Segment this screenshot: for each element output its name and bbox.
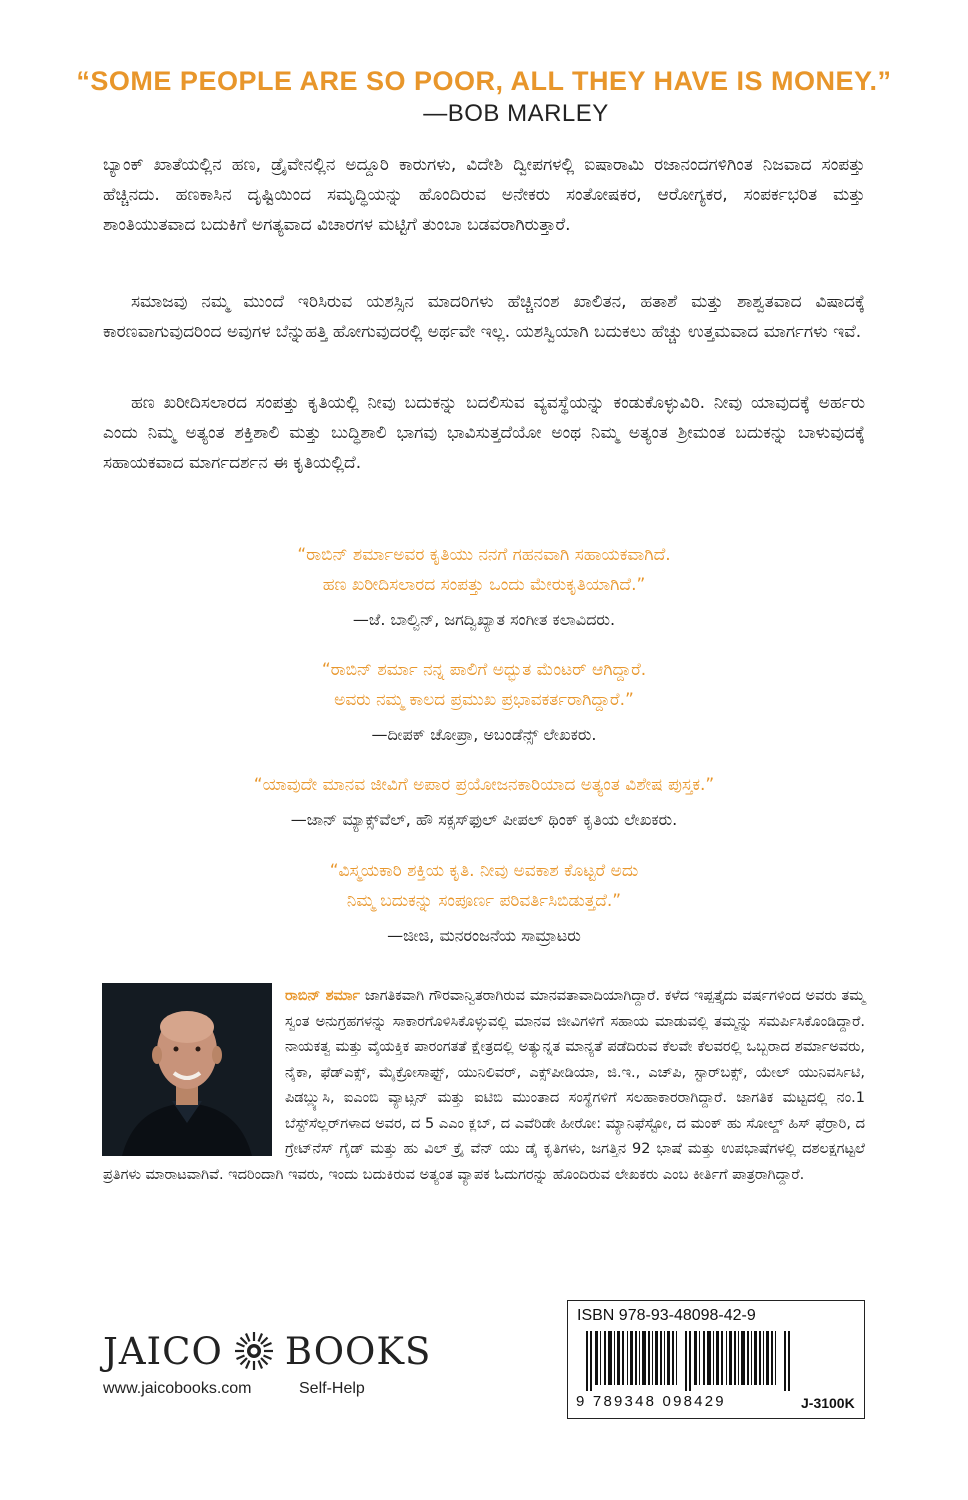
endorsement-quote: “ಯಾವುದೇ ಮಾನವ ಜೀವಿಗೆ ಅಪಾರ ಪ್ರಯೋಜನಕಾರಿಯಾದ ಅತ್ಯಂತ ವಿಶೇಷ ಪುಸ್ತಕ.” — [253, 775, 715, 795]
publisher-name-left: JAICO — [103, 1329, 223, 1373]
barcode-panel — [567, 1300, 865, 1419]
author-name: ರಾಬಿನ್ ಶರ್ಮಾ — [285, 988, 360, 1004]
endorsement-quote: “ವಿಸ್ಮಯಕಾರಿ ಶಕ್ತಿಯ ಕೃತಿ. ನೀವು ಅವಕಾಶ ಕೊಟ್ಟರೆ ಅದು ನಿಮ್ಮ ಬದುಕನ್ನು ಸಂಪೂರ್ಣ ಪರಿವರ್ತಿಸಿಬಿಡುತ್ತದೆ.” — [329, 861, 639, 911]
endorsement-source: —ದೀಪಕ್ ಚೋಪ್ರಾ, ಅಬಂಡೆನ್ಸ್ ಲೇಖಕರು. — [371, 725, 597, 744]
headline-attribution: —BOB MARLEY — [423, 100, 609, 127]
endorsement-3 — [0, 770, 968, 834]
author-bio — [103, 984, 865, 1188]
blurb-paragraph-1: ಬ್ಯಾಂಕ್ ಖಾತೆಯಲ್ಲಿನ ಹಣ, ಡ್ರೈವೇನಲ್ಲಿನ ಅದ್ದೂರಿ ಕಾರುಗಳು, ವಿದೇಶಿ ದ್ವೀಪಗಳಲ್ಲಿ ಐಷಾರಾಮಿ ರಜಾನಂದಗಳಿಗಿಂತ ನಿಜವಾದ ಸಂಪತ್ತು ಹೆಚ್ಚಿನದು. ಹಣಕಾಸಿನ ದೃಷ್ಟಿಯಿಂದ ಸಮೃದ್ಧಿಯನ್ನು ಹೊಂದಿರುವ ಅನೇಕರು ಸಂತೋಷಕರ, ಆರೋಗ್ಯಕರ, ಸಂಪರ್ಕಭರಿತ ಮತ್ತು ಶಾಂತಿಯುತವಾದ ಬದುಕಿಗೆ ಅಗತ್ಯವಾದ ವಿಚಾರಗಳ ಮಟ್ಟಿಗೆ ತುಂಬಾ ಬಡವರಾಗಿರುತ್ತಾರೆ. — [103, 155, 865, 235]
blurb-paragraph-2: ಸಮಾಜವು ನಮ್ಮ ಮುಂದೆ ಇರಿಸಿರುವ ಯಶಸ್ಸಿನ ಮಾದರಿಗಳು ಹೆಚ್ಚಿನಂಶ ಖಾಲಿತನ, ಹತಾಶೆ ಮತ್ತು ಶಾಶ್ವತವಾದ ವಿಷಾದಕ್ಕೆ ಕಾರಣವಾಗುವುದರಿಂದ ಅವುಗಳ ಬೆನ್ನುಹತ್ತಿ ಹೋಗುವುದರಲ್ಲಿ ಅರ್ಥವೇ ಇಲ್ಲ. ಯಶಸ್ವಿಯಾಗಿ ಬದುಕಲು ಹೆಚ್ಚು ಉತ್ತಮವಾದ ಮಾರ್ಗಗಳು ಇವೆ. — [103, 292, 865, 342]
endorsement-source: —ಜಾನ್ ಮ್ಯಾಕ್ಸ್‌ವೆಲ್, ಹೌ ಸಕ್ಸಸ್‌ಫುಲ್ ಪೀಪಲ್ ಥಿಂಕ್ ಕೃತಿಯ ಲೇಖಕರು. — [290, 810, 678, 829]
endorsement-source: —ಜೆ. ಬಾಲ್ವಿನ್, ಜಗದ್ವಿಖ್ಯಾತ ಸಂಗೀತ ಕಲಾವಿದರು. — [352, 610, 616, 629]
author-bio-text: ಜಾಗತಿಕವಾಗಿ ಗೌರವಾನ್ವಿತರಾಗಿರುವ ಮಾನವತಾವಾದಿಯಾಗಿದ್ದಾರೆ. ಕಳೆದ ಇಪ್ಪತ್ತೈದು ವರ್ಷಗಳಿಂದ ಅವರು ತಮ್ಮ ಸ್ವಂತ ಅನುಗ್ರಹಗಳನ್ನು ಸಾಕಾರಗೊಳಿಸಿಕೊಳ್ಳುವಲ್ಲಿ ಮಾನವ ಜೀವಿಗಳಿಗೆ ಸಹಾಯ ಮಾಡುವಲ್ಲಿ ತಮ್ಮನ್ನು ಸಮರ್ಪಿಸಿಕೊಂಡಿದ್ದಾರೆ. ನಾಯಕತ್ವ ಮತ್ತು ವೈಯಕ್ತಿಕ ಪಾರಂಗತತೆ ಕ್ಷೇತ್ರದಲ್ಲಿ ಅತ್ಯುನ್ನತ ಮಾನ್ಯತೆ ಪಡೆದಿರುವ ಕೆಲವೇ ಕೆಲವರಲ್ಲಿ ಒಬ್ಬರಾದ ಶರ್ಮಾಅವರು, ನೈಕಾ, ಫೆಡ್‌ಎಕ್ಸ್, ಮೈಕ್ರೋಸಾಫ್ಟ್, ಯುನಿಲಿವರ್, ಎಕ್ಸ್‌ಪೀಡಿಯಾ, ಜಿ.ಇ., ಎಚ್‌ಪಿ, ಸ್ಟಾರ್‌ಬಕ್ಸ್, ಯೇಲ್ ಯುನಿವರ್ಸಿಟಿ, ಪಿಡಬ್ಲ್ಯುಸಿ, ಐಎಂಬಿ ವ್ಯಾಟ್ಸನ್ ಮತ್ತು ಐಟಿಬಿ ಮುಂತಾದ ಸಂಸ್ಥೆಗಳಿಗೆ ಸಲಹಾಕಾರರಾಗಿದ್ದಾರೆ. ಜಾಗತಿಕ ಮಟ್ಟದಲ್ಲಿ ನಂ.1 ಬೆಸ್ಟ್‌ಸೆಲ್ಲರ್‌ಗಳಾದ ಅವರ, ದ 5 ಎಎಂ ಕ್ಲಬ್, ದ ಎವೆರಿಡೇ ಹೀರೋ: ಮ್ಯಾನಿಫೆಸ್ಟೋ, ದ ಮಂಕ್ ಹು ಸೋಲ್ಡ್ ಹಿಸ್ ಫೆರ್ರಾರಿ, ದ ಗ್ರೇಟ್‌ನೆಸ್ ಗೈಡ್ ಮತ್ತು ಹು ವಿಲ್ ಕ್ರೈ ವೆನ್ ಯು ಡೈ ಕೃತಿಗಳು, ಜಗತ್ತಿನ 92 ಭಾಷೆ ಮತ್ತು ಉಪಭಾಷೆಗಳಲ್ಲಿ ದಶಲಕ್ಷಗಟ್ಟಲೆ ಪ್ರತಿಗಳು ಮಾರಾಟವಾಗಿವೆ. ಇದರಿಂದಾಗಿ ಇವರು, ಇಂದು ಬದುಕಿರುವ ಅತ್ಯಂತ ವ್ಯಾಪಕ ಓದುಗರನ್ನು ಹೊಂದಿರುವ ಲೇಖಕರು ಎಂಬ ಕೀರ್ತಿಗೆ ಪಾತ್ರರಾಗಿದ್ದಾರೆ. — [103, 988, 865, 1183]
sun-emblem-icon — [233, 1330, 275, 1372]
genre-label: Self-Help — [299, 1380, 365, 1397]
product-code: J-3100K — [801, 1395, 855, 1411]
barcode-graphic — [586, 1331, 791, 1391]
endorsement-1 — [0, 540, 968, 634]
headline-quote: “SOME PEOPLE ARE SO POOR, ALL THEY HAVE IS MONEY.” — [76, 66, 892, 96]
publisher-url: www.jaicobooks.com — [103, 1380, 252, 1397]
endorsement-quote: “ರಾಬಿನ್ ಶರ್ಮಾ ನನ್ನ ಪಾಲಿಗೆ ಅದ್ಭುತ ಮೆಂಟರ್ ಆಗಿದ್ದಾರೆ. ಅವರು ನಮ್ಮ ಕಾಲದ ಪ್ರಮುಖ ಪ್ರಭಾವಕರ್ತರಾಗಿದ್ದಾರೆ.” — [321, 660, 647, 710]
endorsement-quote: “ರಾಬಿನ್ ಶರ್ಮಾಅವರ ಕೃತಿಯು ನನಗೆ ಗಹನವಾಗಿ ಸಹಾಯಕವಾಗಿದೆ. ಹಣ ಖರೀದಿಸಲಾರದ ಸಂಪತ್ತು ಒಂದು ಮೇರುಕೃತಿಯಾಗಿದೆ.” — [297, 545, 671, 595]
bio-photo-spacer — [103, 984, 285, 1154]
blurb-paragraph-3: ಹಣ ಖರೀದಿಸಲಾರದ ಸಂಪತ್ತು ಕೃತಿಯಲ್ಲಿ ನೀವು ಬದುಕನ್ನು ಬದಲಿಸುವ ವ್ಯವಸ್ಥೆಯನ್ನು ಕಂಡುಕೊಳ್ಳುವಿರಿ. ನೀವು ಯಾವುದಕ್ಕೆ ಅರ್ಹರು ಎಂದು ನಿಮ್ಮ ಅತ್ಯಂತ ಶಕ್ತಿಶಾಲಿ ಮತ್ತು ಬುದ್ಧಿಶಾಲಿ ಭಾಗವು ಭಾವಿಸುತ್ತದೆಯೋ ಅಂಥ ನಿಮ್ಮ ಅತ್ಯಂತ ಶ್ರೀಮಂತ ಬದುಕನ್ನು ಬಾಳುವುದಕ್ಕೆ ಸಹಾಯಕವಾದ ಮಾರ್ಗದರ್ಶನ ಈ ಕೃತಿಯಲ್ಲಿದೆ. — [103, 393, 865, 473]
isbn-label: ISBN 978-93-48098-42-9 — [577, 1307, 756, 1324]
endorsement-source: —ಜೀಜಿ, ಮನರಂಜನೆಯ ಸಾಮ್ರಾಟರು — [387, 926, 581, 945]
endorsement-2 — [0, 655, 968, 749]
barcode-digits: 9 789348 098429 — [576, 1393, 726, 1410]
endorsement-4 — [0, 856, 968, 950]
publisher-name-right: BOOKS — [284, 1329, 432, 1373]
publisher-logo — [103, 1326, 431, 1376]
